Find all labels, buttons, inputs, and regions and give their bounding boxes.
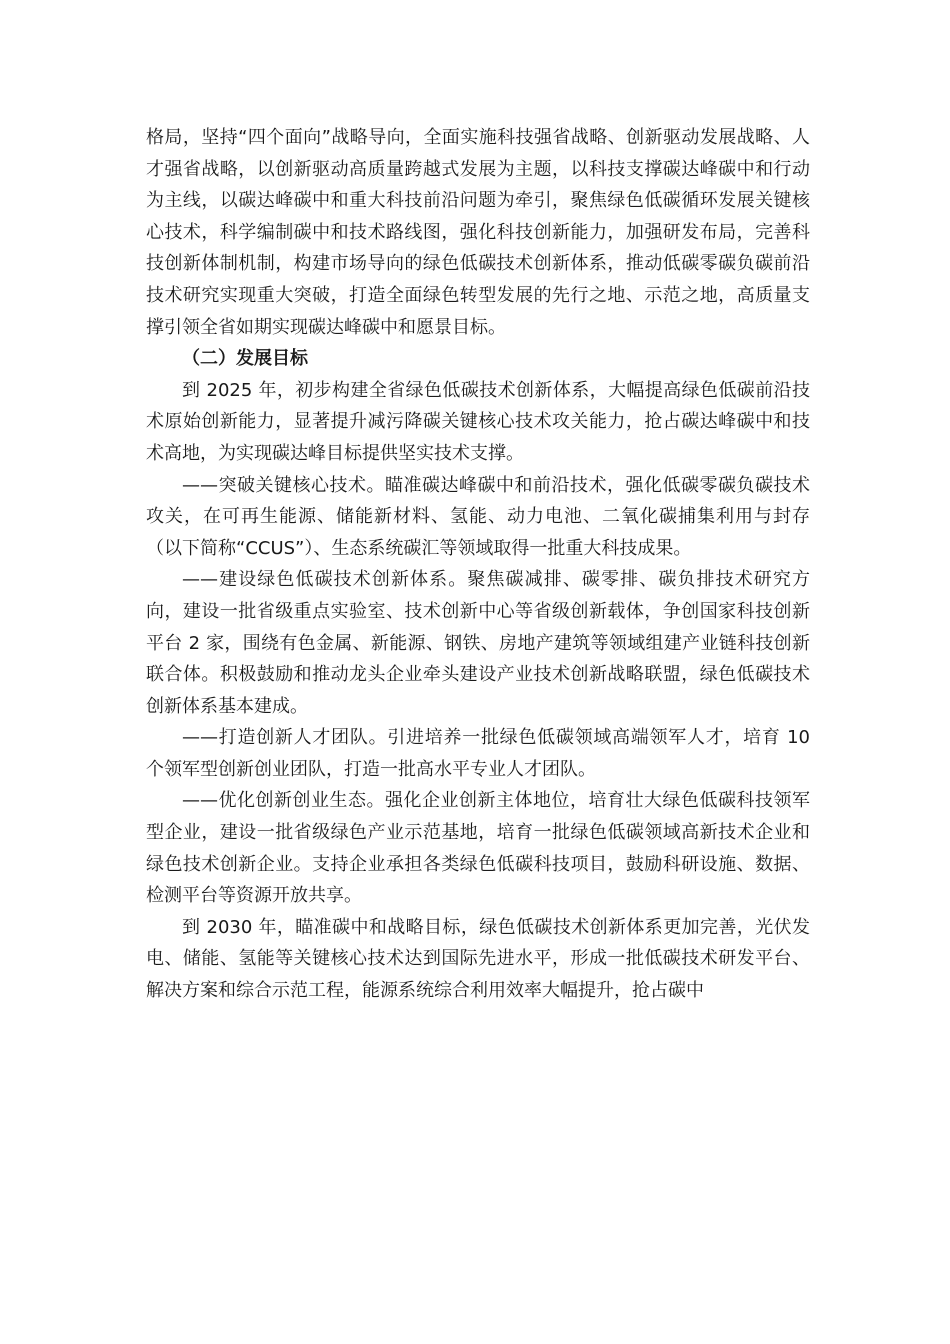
paragraph-innovation-system: ——建设绿色低碳技术创新体系。聚焦碳减排、碳零排、碳负排技术研究方向，建设一批省级重点实验室、技术创新中心等省级创新载体，争创国家科技创新平台 2 家，围绕有色金属、新能源、钢铁、房地产建筑等领域组建产业链科技创新联合体。积极鼓励和推动龙头企业牵头建设产业技术创新战略联盟，绿色低碳技术创新体系基本建成。 <box>146 569 810 717</box>
section-heading-development-goals: （二）发展目标 <box>182 348 308 370</box>
paragraph-2025-goals: 到 2025 年，初步构建全省绿色低碳技术创新体系，大幅提高绿色低碳前沿技术原始创新能力，显著提升减污降碳关键核心技术攻关能力，抢占碳达峰碳中和技术高地，为实现碳达峰目标提供坚实技术支撑。 <box>146 379 810 464</box>
document-page <box>146 122 810 1007</box>
paragraph-talent-teams: ——打造创新人才团队。引进培养一批绿色低碳领域高端领军人才，培育 10 个领军型创新创业团队，打造一批高水平专业人才团队。 <box>146 727 810 780</box>
paragraph-key-core-technology: ——突破关键核心技术。瞄准碳达峰碳中和前沿技术，强化低碳零碳负碳技术攻关，在可再生能源、储能新材料、氢能、动力电池、二氧化碳捕集利用与封存（以下简称“CCUS”）、生态系统碳汇等领域取得一批重大科技成果。 <box>146 474 810 559</box>
paragraph-2030-goals: 到 2030 年，瞄准碳中和战略目标，绿色低碳技术创新体系更加完善，光伏发电、储能、氢能等关键核心技术达到国际先进水平，形成一批低碳技术研发平台、解决方案和综合示范工程，能源系统综合利用效率大幅提升，抢占碳中 <box>146 916 810 1002</box>
paragraph-innovation-ecosystem: ——优化创新创业生态。强化企业创新主体地位，培育壮大绿色低碳科技领军型企业，建设一批省级绿色产业示范基地，培育一批绿色低碳领域高新技术企业和绿色技术创新企业。支持企业承担各类绿色低碳科技项目，鼓励科研设施、数据、检测平台等资源开放共享。 <box>146 790 810 907</box>
paragraph-strategy-continuation: 格局，坚持“四个面向”战略导向，全面实施科技强省战略、创新驱动发展战略、人才强省战略，以创新驱动高质量跨越式发展为主题，以科技支撑碳达峰碳中和行动为主线，以碳达峰碳中和重大科技前沿问题为牵引，聚焦绿色低碳循环发展关键核心技术，科学编制碳中和技术路线图，强化科技创新能力，加强研发布局，完善科技创新体制机制，构建市场导向的绿色低碳技术创新体系，推动低碳零碳负碳前沿技术研究实现重大突破，打造全面绿色转型发展的先行之地、示范之地，高质量支撑引领全省如期实现碳达峰碳中和愿景目标。 <box>146 127 810 338</box>
